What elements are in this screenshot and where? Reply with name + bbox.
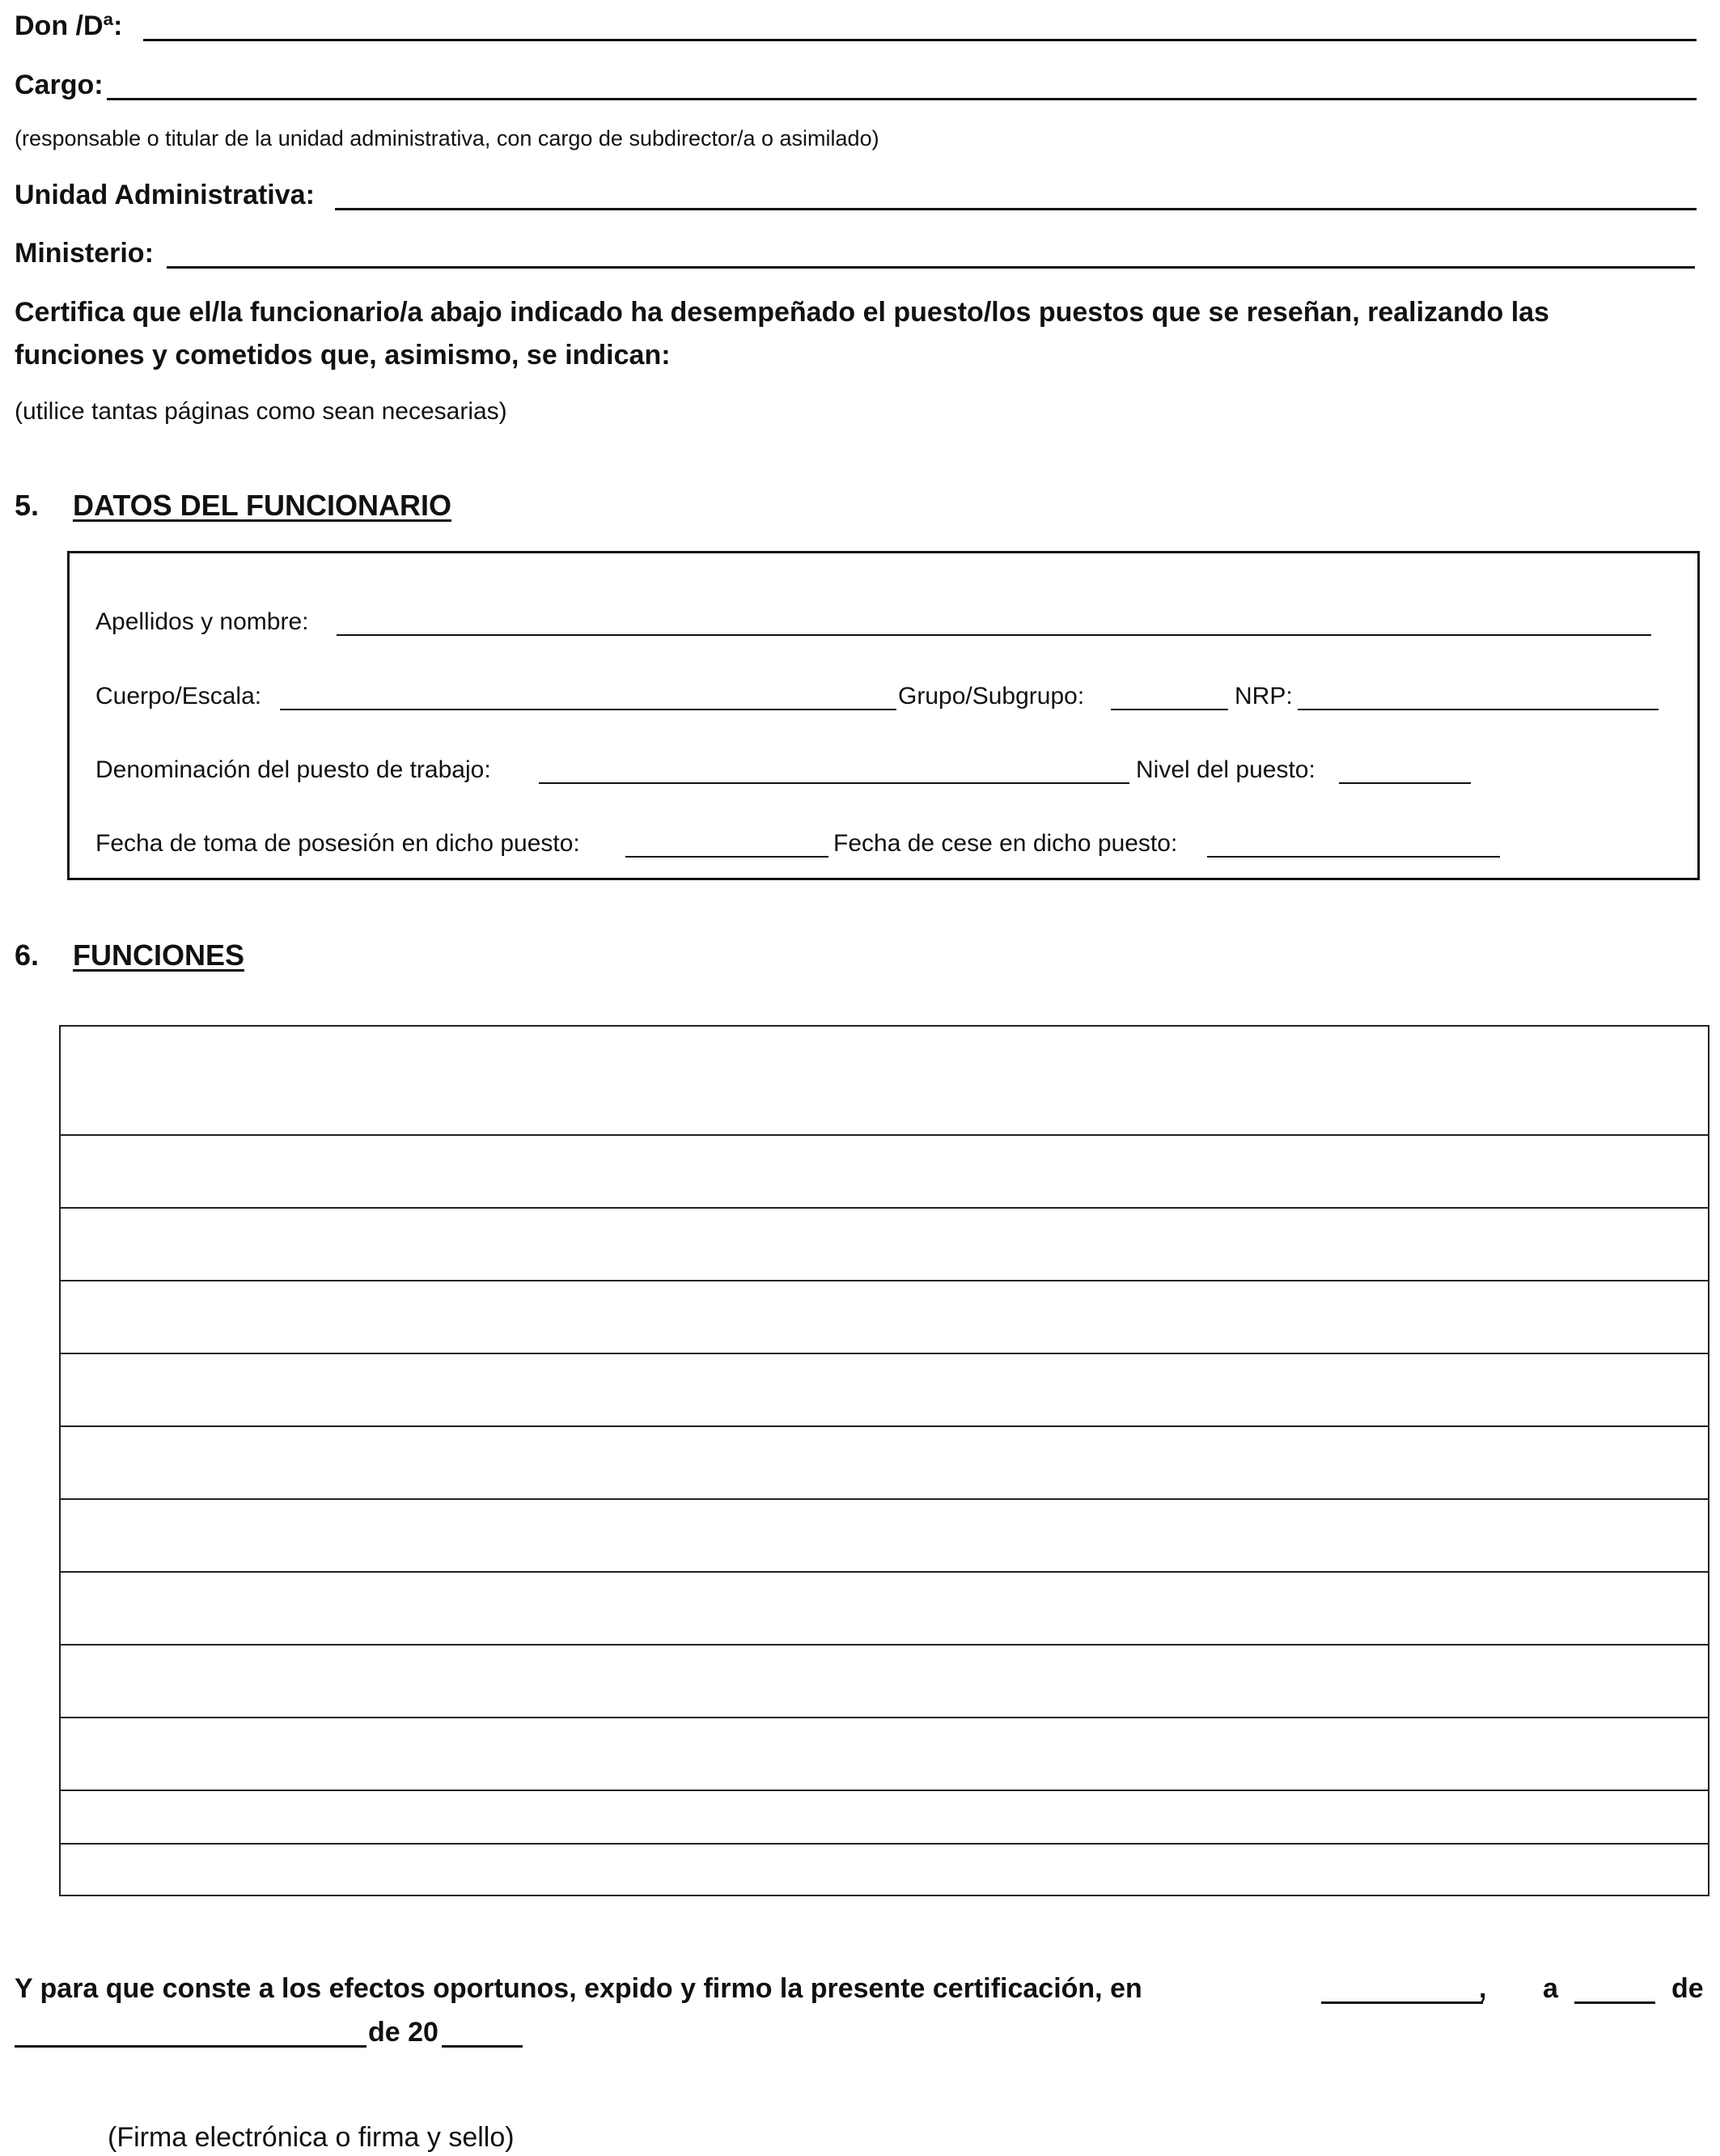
signature-note: (Firma electrónica o firma y sello) [108,2122,515,2153]
pages-note: (utilice tantas páginas como sean necesarias) [15,398,507,425]
section5-title: DATOS DEL FUNCIONARIO [73,489,452,522]
cargo-field[interactable] [107,98,1697,100]
cargo-note: (responsable o titular de la unidad administrativa, con cargo de subdirector/a o asimilado) [15,126,879,150]
datos-funcionario-box [67,551,1700,880]
table-row-divider [61,1790,1708,1791]
closing-place-field[interactable] [1321,2001,1483,2004]
closing-month-field[interactable] [15,2045,366,2048]
section5-number: 5. [15,489,40,522]
closing-a: a [1543,1973,1558,2004]
toma-field[interactable] [625,856,828,858]
toma-label: Fecha de toma de posesión en dicho puesto: [95,830,580,857]
funciones-table[interactable] [59,1025,1709,1896]
grupo-label: Grupo/Subgrupo: [898,683,1085,709]
cuerpo-field[interactable] [280,709,896,710]
cese-field[interactable] [1207,856,1500,858]
certifica-line-1: Certifica que el/la funcionario/a abajo indicado ha desempeñado el puesto/los puestos que se reseñan, realizando las [15,297,1549,328]
ministerio-field[interactable] [167,266,1695,269]
closing-year-field[interactable] [442,2045,523,2048]
nivel-label: Nivel del puesto: [1136,756,1315,783]
cuerpo-label: Cuerpo/Escala: [95,683,262,709]
closing-text: Y para que conste a los efectos oportunos, expido y firmo la presente certificación, en [15,1973,1142,2004]
nrp-label: NRP: [1235,683,1293,709]
certifica-line-2: funciones y cometidos que, asimismo, se indican: [15,340,671,371]
table-row-divider [61,1717,1708,1718]
closing-comma: , [1479,1973,1487,2004]
puesto-label: Denominación del puesto de trabajo: [95,756,491,783]
table-row-divider [61,1280,1708,1281]
table-row-divider [61,1843,1708,1845]
cese-label: Fecha de cese en dicho puesto: [833,830,1178,857]
unidad-label: Unidad Administrativa: [15,180,315,210]
table-row-divider [61,1498,1708,1500]
table-row-divider [61,1571,1708,1573]
ministerio-label: Ministerio: [15,238,154,269]
don-label: Don /Dª: [15,11,123,41]
table-row-divider [61,1353,1708,1354]
table-row-divider [61,1644,1708,1646]
section6-title: FUNCIONES [73,938,245,972]
grupo-field[interactable] [1111,709,1228,710]
closing-de20: de 20 [368,2017,438,2048]
apellidos-label: Apellidos y nombre: [95,608,309,635]
apellidos-field[interactable] [337,634,1651,636]
unidad-field[interactable] [335,208,1697,210]
closing-de: de [1671,1973,1704,2004]
table-row-divider [61,1134,1708,1136]
nrp-field[interactable] [1298,709,1659,710]
section6-number: 6. [15,938,40,972]
puesto-field[interactable] [539,782,1129,784]
table-row-divider [61,1425,1708,1427]
nivel-field[interactable] [1339,782,1471,784]
don-field[interactable] [143,39,1697,41]
table-row-divider [61,1207,1708,1209]
cargo-label: Cargo: [15,70,104,100]
closing-day-field[interactable] [1574,2001,1655,2004]
